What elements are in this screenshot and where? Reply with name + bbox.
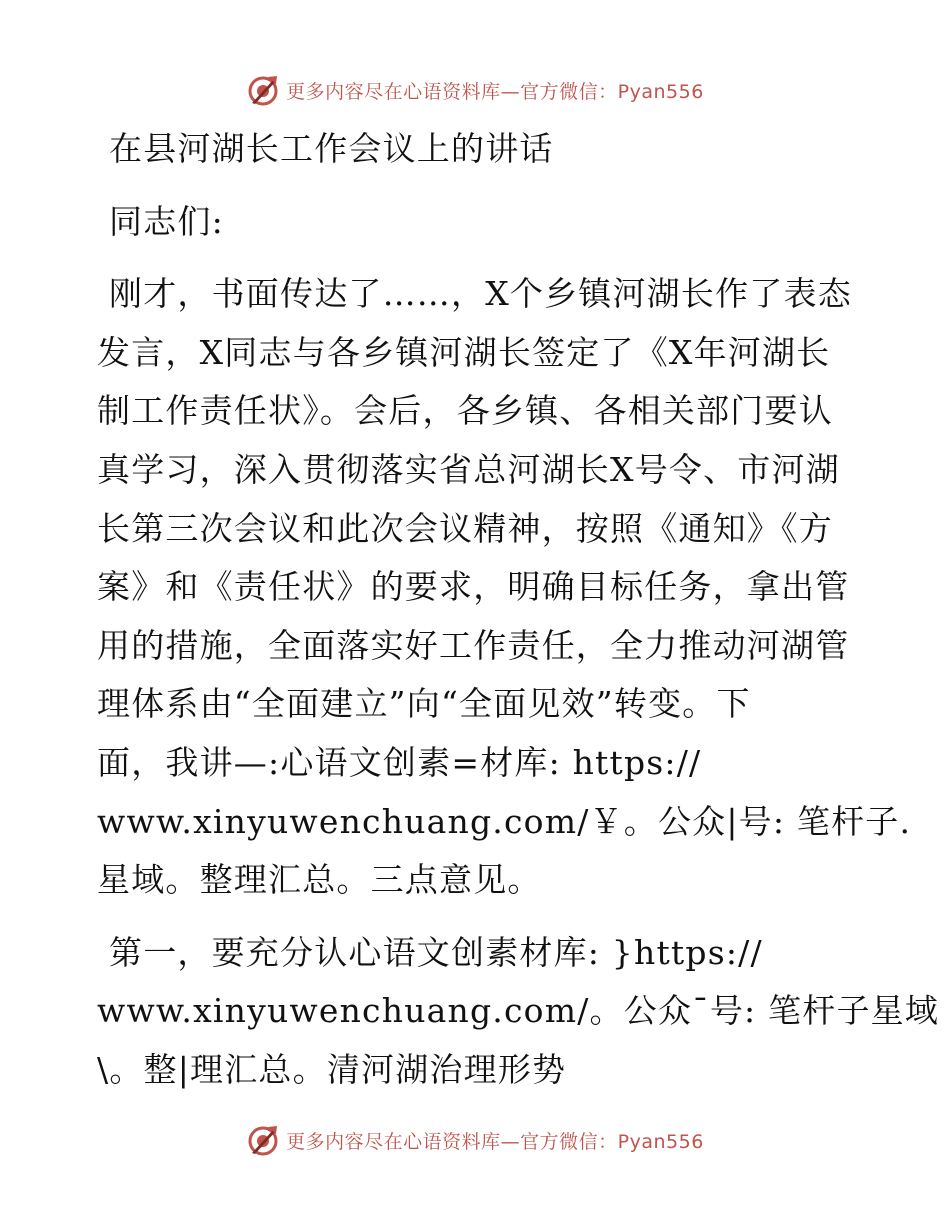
paragraph-line: 星域。整理汇总。三点意见。: [97, 860, 542, 900]
paragraph-line: www.xinyuwenchuang.com/￥。公众|号: 笔杆子.: [97, 801, 912, 841]
footer-banner-text: 更多内容尽在心语资料库—官方微信：Pyan556: [286, 1130, 704, 1153]
paragraph-line: 刚才，书面传达了……，X个乡镇河湖长作了表态: [109, 274, 852, 314]
header-banner-inner: [246, 73, 704, 107]
paragraph-line: 制工作责任状》。会后，各乡镇、各相关部门要认: [97, 391, 833, 431]
paragraph-line: 面，我讲—:心语文创素=材库: https://: [97, 742, 702, 782]
paragraph-line: www.xinyuwenchuang.com/。公众¯号: 笔杆子星域: [97, 991, 940, 1031]
paragraph-line: \。整|理汇总。清河湖治理形势: [97, 1049, 567, 1089]
paragraph-line: 案》和《责任状》的要求，明确目标任务，拿出管: [97, 567, 850, 607]
header-watermark-banner: [0, 70, 950, 110]
document-title: 在县河湖长工作会议上的讲话: [109, 129, 554, 168]
paragraph-line: 发言，X同志与各乡镇河湖长签定了《X年河湖长: [97, 332, 831, 372]
paragraph-1: [97, 265, 912, 910]
paragraph-2: [97, 924, 940, 1100]
paragraph-line: 长第三次会议和此次会议精神，按照《通知》《方: [97, 508, 833, 548]
paragraph-line: 第一，要充分认心语文创素材库: }https://: [109, 932, 763, 972]
salutation: 同志们:: [109, 201, 224, 241]
quill-seal-icon: [246, 73, 280, 107]
header-banner-text: 更多内容尽在心语资料库—官方微信：Pyan556: [286, 80, 704, 103]
paragraph-line: 用的措施，全面落实好工作责任，全力推动河湖管: [97, 625, 850, 665]
paragraph-line: 理体系由“全面建立”向“全面见效”转变。下: [97, 684, 751, 724]
footer-banner-inner: [246, 1123, 704, 1157]
document-body: [97, 120, 940, 1100]
footer-watermark-banner: [0, 1120, 950, 1160]
paragraph-line: 真学习，深入贯彻落实省总河湖长X号令、市河湖: [97, 449, 840, 489]
quill-seal-icon: [246, 1123, 280, 1157]
